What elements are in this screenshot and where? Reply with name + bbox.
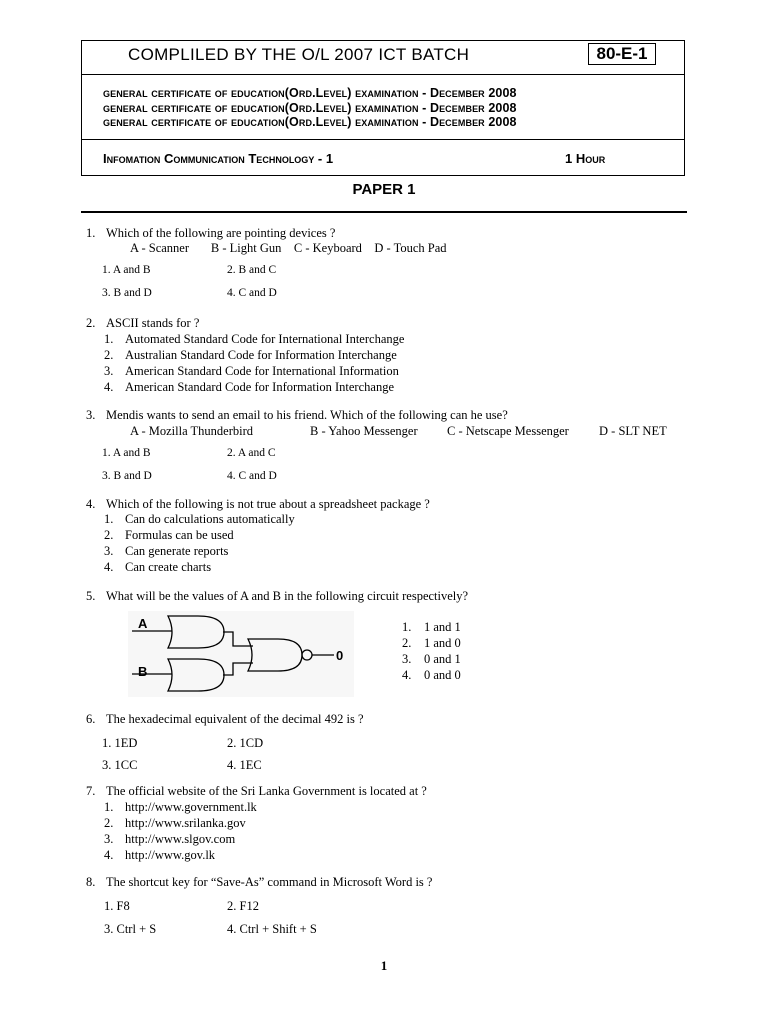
choice-number: 1. bbox=[104, 512, 114, 526]
question-text: The official website of the Sri Lanka Government is located at ? bbox=[106, 784, 427, 798]
choice-number: 1. bbox=[402, 620, 412, 634]
choice-number: 4. bbox=[402, 668, 412, 682]
answer-option: 3. B and D bbox=[102, 287, 152, 299]
choice-text: 0 and 1 bbox=[424, 652, 461, 666]
logic-circuit-diagram bbox=[128, 611, 354, 697]
question-text: Which of the following are pointing devices ? bbox=[106, 226, 336, 240]
exam-line: general certificate of education(Ord.Level) examination - December 2008 bbox=[103, 86, 517, 100]
answer-option: 1. F8 bbox=[104, 899, 130, 913]
answer-option: 2. F12 bbox=[227, 899, 259, 913]
option-c: C - Netscape Messenger bbox=[447, 424, 569, 438]
exam-duration: 1 Hour bbox=[565, 151, 606, 166]
question-number: 2. bbox=[86, 316, 96, 330]
question-text: Which of the following is not true about a spreadsheet package ? bbox=[106, 497, 430, 511]
title-rule bbox=[81, 211, 687, 213]
option-a: A - Mozilla Thunderbird bbox=[130, 424, 254, 438]
exam-lines bbox=[103, 86, 663, 130]
answer-option: 3. B and D bbox=[102, 470, 152, 482]
question-text: Mendis wants to send an email to his friend. Which of the following can he use? bbox=[106, 408, 508, 422]
choice-number: 3. bbox=[104, 544, 114, 558]
choice-text: Can generate reports bbox=[125, 544, 229, 558]
choice-number: 4. bbox=[104, 560, 114, 574]
answer-option: 1. A and B bbox=[102, 447, 151, 459]
circuit-background bbox=[128, 611, 354, 697]
exam-line: general certificate of education(Ord.Level) examination - December 2008 bbox=[103, 100, 517, 115]
question-number: 4. bbox=[86, 497, 96, 511]
choice-number: 2. bbox=[104, 528, 114, 542]
question-text: ASCII stands for ? bbox=[106, 316, 200, 330]
compiled-by-title: COMPLILED BY THE O/L 2007 ICT BATCH bbox=[128, 45, 470, 64]
question-number: 7. bbox=[86, 784, 96, 798]
output-label: 0 bbox=[336, 648, 344, 663]
input-b-label: B bbox=[138, 664, 148, 679]
question-number: 6. bbox=[86, 712, 96, 726]
choice-text: http://www.slgov.com bbox=[125, 832, 236, 846]
choice-number: 3. bbox=[104, 832, 114, 846]
option-b: B - Yahoo Messenger bbox=[310, 424, 418, 438]
choice-text: 0 and 0 bbox=[424, 668, 461, 682]
paper-title: PAPER 1 bbox=[352, 181, 416, 198]
answer-option: 4. C and D bbox=[227, 287, 277, 299]
choice-number: 2. bbox=[104, 816, 114, 830]
subject-title: Infomation Communication Technology - 1 bbox=[103, 151, 334, 166]
answer-option: 1. 1ED bbox=[102, 736, 138, 750]
question-number: 1. bbox=[86, 226, 96, 240]
choice-text: American Standard Code for Information Interchange bbox=[125, 380, 394, 394]
question-number: 5. bbox=[86, 589, 96, 603]
page-number: 1 bbox=[380, 958, 388, 973]
choice-text: Automated Standard Code for International Interchange bbox=[125, 332, 405, 346]
choice-text: Australian Standard Code for Information Interchange bbox=[125, 348, 397, 362]
choice-number: 4. bbox=[104, 848, 114, 862]
question-number: 3. bbox=[86, 408, 96, 422]
choice-number: 3. bbox=[104, 364, 114, 378]
option-d: D - SLT NET bbox=[599, 424, 667, 438]
answer-option: 2. 1CD bbox=[227, 736, 264, 750]
paper-code: 80-E-1 bbox=[588, 43, 656, 65]
choice-text: Can do calculations automatically bbox=[125, 512, 295, 526]
question-options: A - Scanner B - Light Gun C - Keyboard D - Touch Pad bbox=[130, 241, 447, 255]
choice-text: http://www.srilanka.gov bbox=[125, 816, 246, 830]
choice-number: 3. bbox=[402, 652, 412, 666]
choice-text: Formulas can be used bbox=[125, 528, 234, 542]
question-text: The hexadecimal equivalent of the decimal 492 is ? bbox=[106, 712, 364, 726]
question-text: The shortcut key for “Save-As” command in Microsoft Word is ? bbox=[106, 875, 433, 889]
input-a-label: A bbox=[138, 616, 148, 631]
answer-option: 2. B and C bbox=[227, 264, 277, 276]
answer-option: 2. A and C bbox=[227, 447, 276, 459]
question-text: What will be the values of A and B in the following circuit respectively? bbox=[106, 589, 469, 603]
answer-option: 4. Ctrl + Shift + S bbox=[227, 922, 317, 936]
exam-header bbox=[81, 40, 685, 176]
answer-option: 4. C and D bbox=[227, 470, 277, 482]
choice-number: 2. bbox=[402, 636, 412, 650]
answer-option: 1. A and B bbox=[102, 264, 151, 276]
question-number: 8. bbox=[86, 875, 96, 889]
choice-text: 1 and 1 bbox=[424, 620, 461, 634]
divider bbox=[82, 139, 684, 140]
answer-option: 3. Ctrl + S bbox=[104, 922, 157, 936]
choice-number: 1. bbox=[104, 332, 114, 346]
choice-text: http://www.gov.lk bbox=[125, 848, 216, 862]
exam-line: general certificate of education(Ord.Level) examination - December 2008 bbox=[103, 115, 517, 129]
choice-number: 2. bbox=[104, 348, 114, 362]
answer-option: 3. 1CC bbox=[102, 758, 138, 772]
choice-text: American Standard Code for International Information bbox=[125, 364, 399, 378]
choice-number: 1. bbox=[104, 800, 114, 814]
choice-text: Can create charts bbox=[125, 560, 212, 574]
choice-number: 4. bbox=[104, 380, 114, 394]
answer-option: 4. 1EC bbox=[227, 758, 262, 772]
divider bbox=[82, 74, 684, 75]
choice-text: http://www.government.lk bbox=[125, 800, 257, 814]
choice-text: 1 and 0 bbox=[424, 636, 461, 650]
